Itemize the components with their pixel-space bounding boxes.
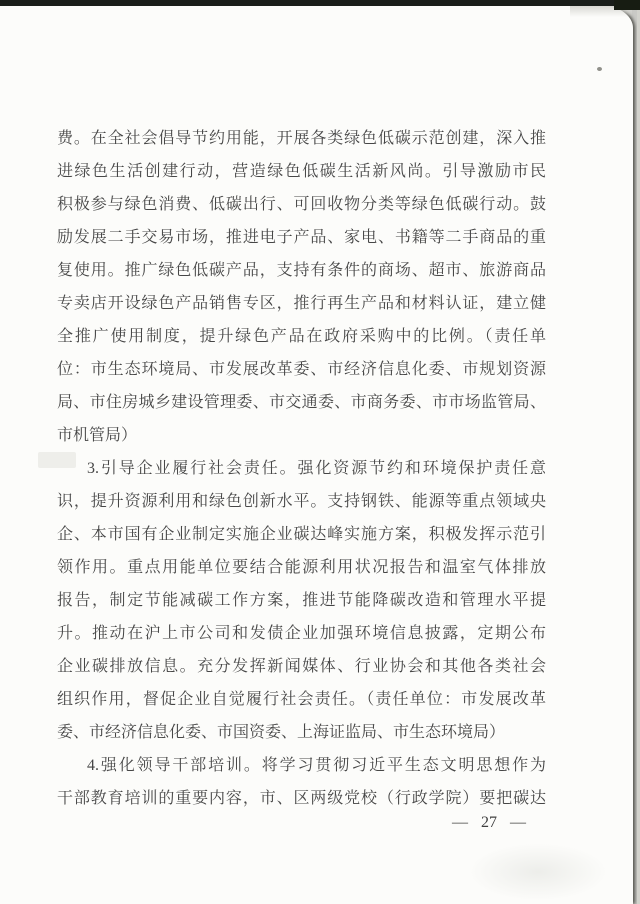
scan-blotch <box>468 843 608 901</box>
scan-top-edge <box>0 0 640 6</box>
text-line: 升。推动在沪上市公司和发债企业加强环境信息披露，定期公布 <box>57 625 546 642</box>
page-number: — 27 — <box>452 814 526 831</box>
text-line: 领作用。重点用能单位要结合能源利用状况报告和温室气体排放 <box>57 559 546 576</box>
scan-top-edge-right <box>614 0 640 10</box>
text-line: 费。在全社会倡导节约用能，开展各类绿色低碳示范创建，深入推 <box>57 130 546 147</box>
text-line: 励发展二手交易市场，推进电子产品、家电、书籍等二手商品的重 <box>57 229 546 246</box>
text-line: 局、市住房城乡建设管理委、市交通委、市商务委、市市场监管局、 <box>57 394 546 411</box>
text-line: 委、市经济信息化委、市国资委、上海证监局、市生态环境局） <box>57 724 506 741</box>
text-line: 干部教育培训的重要内容，市、区两级党校（行政学院）要把碳达 <box>57 790 546 807</box>
text-line: 专卖店开设绿色产品销售专区，推行再生产品和材料认证，建立健 <box>57 295 546 312</box>
text-line: 企、本市国有企业制定实施企业碳达峰实施方案，积极发挥示范引 <box>57 526 546 543</box>
text-line: 识，提升资源利用和绿色创新水平。支持钢铁、能源等重点领域央 <box>57 493 546 510</box>
scan-speck <box>597 67 602 71</box>
text-line: 进绿色生活创建行动，营造绿色低碳生活新风尚。引导激励市民 <box>57 163 546 180</box>
text-line: 组织作用，督促企业自觉履行社会责任。（责任单位：市发展改革 <box>57 691 546 708</box>
text-line: 位：市生态环境局、市发展改革委、市经济信息化委、市规划资源 <box>57 361 546 378</box>
text-line: 市机管局） <box>57 427 138 444</box>
text-line: 积极参与绿色消费、低碳出行、可回收物分类等绿色低碳行动。鼓 <box>57 196 546 213</box>
text-line: 复使用。推广绿色低碳产品，支持有条件的商场、超市、旅游商品 <box>57 262 546 279</box>
text-line: 报告，制定节能减碳工作方案，推进节能降碳改造和管理水平提 <box>57 592 546 609</box>
text-line: 企业碳排放信息。充分发挥新闻媒体、行业协会和其他各类社会 <box>57 658 546 675</box>
text-line: 4.强化领导干部培训。将学习贯彻习近平生态文明思想作为 <box>87 757 546 774</box>
body-text <box>57 122 546 815</box>
text-line: 全推广使用制度，提升绿色产品在政府采购中的比例。（责任单 <box>57 328 546 345</box>
text-line: 3.引导企业履行社会责任。强化资源节约和环境保护责任意 <box>87 460 546 477</box>
